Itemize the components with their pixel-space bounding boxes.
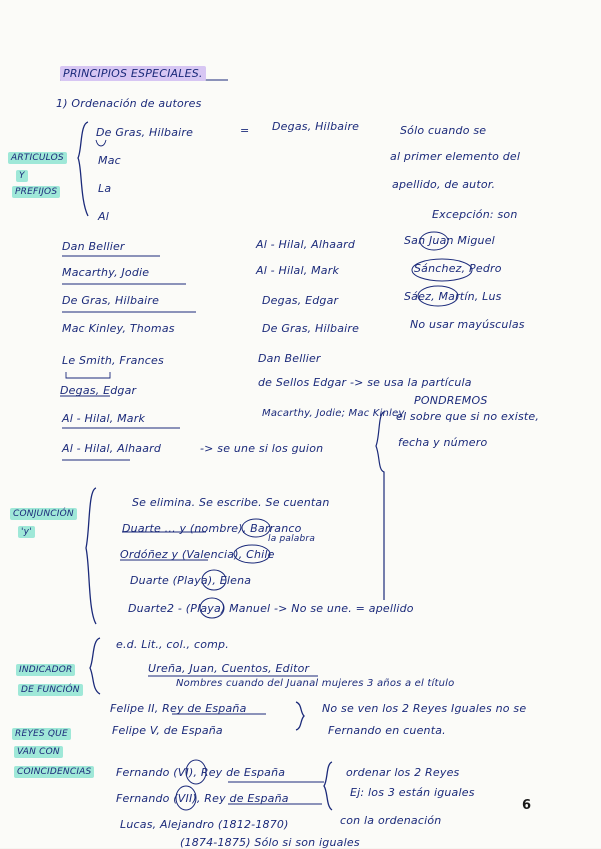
exception-3: Sáez, Martín, Lus bbox=[404, 290, 502, 303]
prefix-note-3: apellido, de autor. bbox=[392, 178, 496, 191]
author-left-3: De Gras, Hilbaire bbox=[62, 294, 160, 307]
author-mid-1: Al - Hilal, Alhaard bbox=[256, 238, 356, 251]
equals-sign: = bbox=[240, 124, 250, 137]
conj-line-1: Se elimina. Se escribe. Se cuentan bbox=[132, 496, 330, 509]
conj-sub: la palabra bbox=[268, 534, 316, 544]
exception-1: San Juan Miguel bbox=[404, 234, 495, 247]
label-van-con: VAN CON bbox=[14, 746, 63, 758]
prefix-note-2: al primer elemento del bbox=[390, 150, 521, 163]
exception-2: Sánchez, Pedro bbox=[414, 262, 502, 275]
label-y: Y bbox=[16, 170, 28, 182]
prefix-line-1: De Gras, Hilbaire bbox=[96, 126, 194, 139]
author-left-7: Al - Hilal, Mark bbox=[62, 412, 146, 425]
king-3: Fernando (VI), Rey de España bbox=[116, 766, 286, 779]
label-conjuncion: CONJUNCIÓN bbox=[10, 508, 77, 520]
prefix-line-2: Mac bbox=[98, 154, 121, 167]
prefix-line-1b: Degas, Hilbaire bbox=[272, 120, 360, 133]
note-right-1: PONDREMOS bbox=[414, 394, 488, 407]
conj-line-4: Duarte (Playa), Elena bbox=[130, 574, 252, 587]
note-right-2: el sobre que si no existe, bbox=[396, 410, 540, 423]
author-left-4: Mac Kinley, Thomas bbox=[62, 322, 175, 335]
king-note-2: Fernando en cuenta. bbox=[328, 724, 446, 737]
author-mid-8: -> se une si los guion bbox=[200, 442, 324, 455]
page-number: 6 bbox=[522, 798, 532, 813]
label-indicador: INDICADOR bbox=[16, 664, 75, 676]
page-title: PRINCIPIOS ESPECIALES. bbox=[60, 66, 206, 81]
func-line-2: Ureña, Juan, Cuentos, Editor bbox=[148, 662, 310, 675]
conj-line-5: Duarte2 - (Playa) Manuel -> No se une. = apellido bbox=[128, 602, 414, 615]
author-mid-5: Dan Bellier bbox=[258, 352, 321, 365]
label-prefijos: PREFIJOS bbox=[12, 186, 60, 198]
author-left-1: Dan Bellier bbox=[62, 240, 125, 253]
func-line-3: Nombres cuando del Juanal mujeres 3 años a el título bbox=[176, 678, 455, 689]
author-mid-2: Al - Hilal, Mark bbox=[256, 264, 340, 277]
label-coincidencias: COINCIDENCIAS bbox=[14, 766, 94, 778]
func-line-1: e.d. Lit., col., comp. bbox=[116, 638, 229, 651]
author-mid-3: Degas, Edgar bbox=[262, 294, 339, 307]
king-note-5: con la ordenación bbox=[340, 814, 442, 827]
author-left-6: Degas, Edgar bbox=[60, 384, 137, 397]
note-right-3: fecha y número bbox=[398, 436, 488, 449]
conj-line-2: Duarte ... y (nombre), Barranco bbox=[122, 522, 302, 535]
king-note-1: No se ven los 2 Reyes Iguales no se bbox=[322, 702, 527, 715]
king-2: Felipe V, de España bbox=[112, 724, 223, 737]
king-1: Felipe II, Rey de España bbox=[110, 702, 247, 715]
conj-line-3: Ordóñez y (Valencia), Chile bbox=[120, 548, 275, 561]
label-y-quote: 'y' bbox=[18, 526, 35, 538]
author-mid-6: de Sellos Edgar -> se usa la partícula bbox=[258, 376, 472, 389]
label-reyes: REYES QUE bbox=[12, 728, 71, 740]
prefix-line-3: La bbox=[98, 182, 112, 195]
author-mid-4: De Gras, Hilbaire bbox=[262, 322, 360, 335]
label-de-funcion: DE FUNCIÓN bbox=[18, 684, 83, 696]
king-5: Lucas, Alejandro (1812-1870) bbox=[120, 818, 289, 831]
author-mid-7: Macarthy, Jodie; Mac Kinley bbox=[262, 408, 405, 419]
prefix-line-4: Al bbox=[98, 210, 109, 223]
author-left-5: Le Smith, Frances bbox=[62, 354, 164, 367]
king-note-4: Ej: los 3 están iguales bbox=[350, 786, 475, 799]
king-4: Fernando (VII), Rey de España bbox=[116, 792, 289, 805]
label-articulos: ARTICULOS bbox=[8, 152, 67, 164]
king-note-3: ordenar los 2 Reyes bbox=[346, 766, 460, 779]
king-6: (1874-1875) Sólo si son iguales bbox=[180, 836, 360, 849]
prefix-note-4: Excepción: son bbox=[432, 208, 518, 221]
prefix-note-1: Sólo cuando se bbox=[400, 124, 487, 137]
author-left-2: Macarthy, Jodie bbox=[62, 266, 150, 279]
author-left-8: Al - Hilal, Alhaard bbox=[62, 442, 162, 455]
exception-4: No usar mayúsculas bbox=[410, 318, 525, 331]
section-heading: 1) Ordenación de autores bbox=[56, 97, 202, 110]
